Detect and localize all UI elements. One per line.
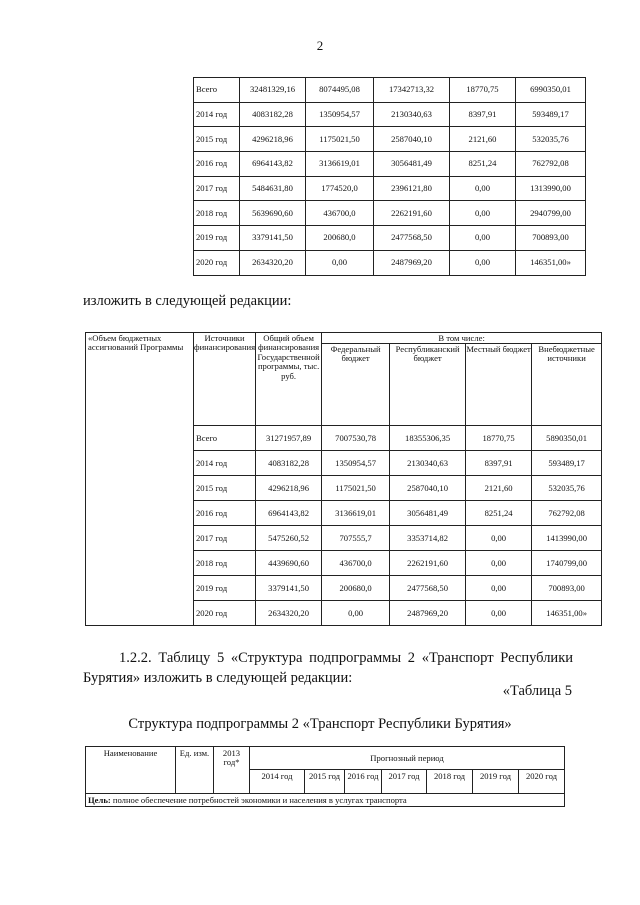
row-label: 2014 год — [194, 102, 240, 127]
table5-label: «Таблица 5 — [502, 683, 572, 699]
row-label: 2015 год — [194, 127, 240, 152]
goal-row — [86, 794, 565, 807]
header-extra: Внебюджетные источники — [532, 344, 602, 426]
structure-table — [85, 746, 565, 807]
cell-value: 5890350,01 — [532, 426, 602, 451]
header-unit: Ед. изм. — [176, 747, 214, 794]
header-forecast: Прогнозный период — [250, 747, 565, 770]
cell-value: 1413990,00 — [532, 526, 602, 551]
table-row — [194, 250, 586, 275]
cell-value: 18770,75 — [466, 426, 532, 451]
cell-value: 2121,60 — [450, 127, 516, 152]
cell-value: 2634320,20 — [256, 601, 322, 626]
header-2013: 2013 год* — [214, 747, 250, 794]
cell-value: 707555,7 — [322, 526, 390, 551]
cell-value: 2130340,63 — [390, 451, 466, 476]
cell-value: 436700,0 — [322, 551, 390, 576]
row-label: 2017 год — [194, 526, 256, 551]
cell-value: 3136619,01 — [306, 152, 374, 177]
cell-value: 7007530,78 — [322, 426, 390, 451]
row-label: 2018 год — [194, 551, 256, 576]
cell-value: 3379141,50 — [240, 226, 306, 251]
row-label: Всего — [194, 78, 240, 103]
cell-value: 6964143,82 — [240, 152, 306, 177]
cell-value: 17342713,32 — [374, 78, 450, 103]
row-label: Всего — [194, 426, 256, 451]
budget-table-new — [85, 332, 602, 626]
header-year: 2020 год — [519, 770, 565, 794]
cell-value: 5639690,60 — [240, 201, 306, 226]
cell-value: 1350954,57 — [306, 102, 374, 127]
cell-value: 1175021,50 — [306, 127, 374, 152]
cell-value: 532035,76 — [516, 127, 586, 152]
cell-value: 200680,0 — [306, 226, 374, 251]
cell-value: 8397,91 — [466, 451, 532, 476]
header-year: 2016 год — [345, 770, 382, 794]
header-name: Наименование — [86, 747, 176, 794]
cell-value: 2477568,50 — [390, 576, 466, 601]
row-label: 2017 год — [194, 176, 240, 201]
cell-value: 2940799,00 — [516, 201, 586, 226]
intro-text: изложить в следующей редакции: — [83, 293, 292, 309]
cell-value: 0,00 — [466, 576, 532, 601]
cell-value: 0,00 — [466, 551, 532, 576]
row-label: 2020 год — [194, 601, 256, 626]
cell-value: 6990350,01 — [516, 78, 586, 103]
cell-value: 1740799,00 — [532, 551, 602, 576]
cell-value: 0,00 — [450, 250, 516, 275]
budget-allocation-label: «Объем бюджетных ассигнований Программы — [86, 333, 194, 626]
cell-value: 700893,00 — [516, 226, 586, 251]
goal-text: полное обеспечение потребностей экономики и населения в услугах транспорта — [110, 794, 407, 805]
structure-title: Структура подпрограммы 2 «Транспорт Республики Бурятия» — [128, 716, 512, 732]
row-label: 2020 год — [194, 250, 240, 275]
cell-value: 5475260,52 — [256, 526, 322, 551]
cell-value: 593489,17 — [516, 102, 586, 127]
cell-value: 18355306,35 — [390, 426, 466, 451]
row-label: 2015 год — [194, 476, 256, 501]
cell-value: 3353714,82 — [390, 526, 466, 551]
cell-value: 2487969,20 — [390, 601, 466, 626]
header-sources: Источники финансирования — [194, 333, 256, 426]
cell-value: 4083182,28 — [240, 102, 306, 127]
cell-value: 0,00 — [450, 201, 516, 226]
cell-value: 4439690,60 — [256, 551, 322, 576]
cell-value: 2587040,10 — [390, 476, 466, 501]
cell-value: 2487969,20 — [374, 250, 450, 275]
cell-value: 18770,75 — [450, 78, 516, 103]
cell-value: 146351,00» — [516, 250, 586, 275]
cell-value: 700893,00 — [532, 576, 602, 601]
amendment-paragraph — [83, 648, 573, 688]
cell-value: 8397,91 — [450, 102, 516, 127]
cell-value: 0,00 — [450, 176, 516, 201]
header-year: 2015 год — [305, 770, 345, 794]
page-number: 2 — [316, 38, 324, 53]
table-row — [194, 226, 586, 251]
cell-value: 2396121,80 — [374, 176, 450, 201]
cell-value: 3136619,01 — [322, 501, 390, 526]
cell-value: 4296218,96 — [256, 476, 322, 501]
cell-value: 0,00 — [322, 601, 390, 626]
cell-value: 6964143,82 — [256, 501, 322, 526]
header-republic: Республиканский бюджет — [390, 344, 466, 426]
cell-value: 0,00 — [466, 601, 532, 626]
cell-value: 146351,00» — [532, 601, 602, 626]
cell-value: 1175021,50 — [322, 476, 390, 501]
cell-value: 4083182,28 — [256, 451, 322, 476]
cell-value: 436700,0 — [306, 201, 374, 226]
table-row — [194, 127, 586, 152]
row-label: 2016 год — [194, 501, 256, 526]
cell-value: 8251,24 — [450, 152, 516, 177]
cell-value: 532035,76 — [532, 476, 602, 501]
cell-value: 5484631,80 — [240, 176, 306, 201]
cell-value: 3379141,50 — [256, 576, 322, 601]
cell-value: 3056481,49 — [390, 501, 466, 526]
header-year: 2018 год — [427, 770, 473, 794]
amendment-text: 1.2.2. Таблицу 5 «Структура подпрограммы 2 «Транспорт Республики Бурятия» изложить в следующей редакции: — [83, 650, 573, 686]
cell-value: 2477568,50 — [374, 226, 450, 251]
table-row — [194, 102, 586, 127]
header-year: 2019 год — [473, 770, 519, 794]
cell-value: 8251,24 — [466, 501, 532, 526]
header-local: Местный бюджет — [466, 344, 532, 426]
cell-value: 1313990,00 — [516, 176, 586, 201]
header-year: 2017 год — [382, 770, 427, 794]
cell-value: 0,00 — [466, 526, 532, 551]
cell-value: 762792,08 — [532, 501, 602, 526]
row-label: 2019 год — [194, 576, 256, 601]
goal-label: Цель: — [88, 794, 111, 805]
cell-value: 2121,60 — [466, 476, 532, 501]
header-total: Общий объем финансирования Государственной программы, тыс. руб. — [256, 333, 322, 426]
cell-value: 4296218,96 — [240, 127, 306, 152]
cell-value: 1350954,57 — [322, 451, 390, 476]
header-federal: Федеральный бюджет — [322, 344, 390, 426]
cell-value: 0,00 — [450, 226, 516, 251]
cell-value: 8074495,08 — [306, 78, 374, 103]
row-label: 2014 год — [194, 451, 256, 476]
cell-value: 3056481,49 — [374, 152, 450, 177]
header-year: 2014 год — [250, 770, 305, 794]
budget-table-old — [193, 77, 586, 276]
cell-value: 31271957,89 — [256, 426, 322, 451]
cell-value: 2262191,60 — [374, 201, 450, 226]
cell-value: 0,00 — [306, 250, 374, 275]
cell-value: 1774520,0 — [306, 176, 374, 201]
cell-value: 2130340,63 — [374, 102, 450, 127]
header-including: В том числе: — [322, 333, 602, 344]
cell-value: 2634320,20 — [240, 250, 306, 275]
row-label: 2018 год — [194, 201, 240, 226]
table-row — [194, 152, 586, 177]
cell-value: 762792,08 — [516, 152, 586, 177]
table-row — [194, 78, 586, 103]
cell-value: 593489,17 — [532, 451, 602, 476]
table-row — [194, 176, 586, 201]
cell-value: 2587040,10 — [374, 127, 450, 152]
cell-value: 32481329,16 — [240, 78, 306, 103]
table-row — [194, 201, 586, 226]
cell-value: 200680,0 — [322, 576, 390, 601]
row-label: 2016 год — [194, 152, 240, 177]
cell-value: 2262191,60 — [390, 551, 466, 576]
row-label: 2019 год — [194, 226, 240, 251]
